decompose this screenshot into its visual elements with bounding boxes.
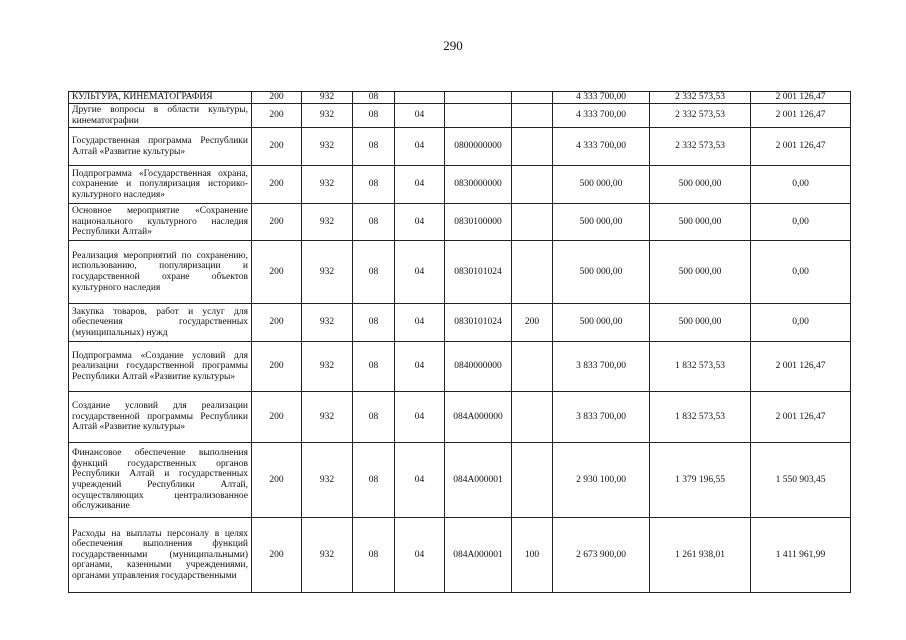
cell-sum-2: 500 000,00 — [650, 304, 751, 342]
cell-sum-2: 2 332 573,53 — [650, 92, 751, 104]
cell-vedomstvo: 200 — [252, 92, 302, 104]
cell-podrazdel: 04 — [395, 241, 445, 304]
cell-sum-1: 2 673 900,00 — [553, 518, 650, 593]
cell-sum-1: 500 000,00 — [553, 166, 650, 204]
row-name: Основное мероприятие «Сохранение национального культурного наследия Республики Алтай» — [69, 204, 252, 241]
cell-sum-1: 500 000,00 — [553, 204, 650, 241]
cell-sum-2: 500 000,00 — [650, 166, 751, 204]
cell-admin: 932 — [302, 443, 353, 518]
cell-admin: 932 — [302, 518, 353, 593]
cell-tselevaya-statya: 0830101024 — [445, 241, 512, 304]
cell-vedomstvo: 200 — [252, 392, 302, 443]
cell-sum-3: 1 411 961,99 — [751, 518, 851, 593]
cell-podrazdel: 04 — [395, 204, 445, 241]
cell-admin: 932 — [302, 92, 353, 104]
cell-sum-2: 500 000,00 — [650, 241, 751, 304]
cell-sum-1: 500 000,00 — [553, 304, 650, 342]
cell-podrazdel: 04 — [395, 342, 445, 392]
row-name: Расходы на выплаты персоналу в целях обеспечения выполнения функций государственными (муниципальными) органами, казенными учреждениями, органами управления государственными — [69, 518, 252, 593]
row-name: КУЛЬТУРА, КИНЕМАТОГРАФИЯ — [69, 92, 252, 104]
table-row — [69, 392, 851, 443]
cell-admin: 932 — [302, 342, 353, 392]
cell-tselevaya-statya: 0840000000 — [445, 342, 512, 392]
table-row — [69, 304, 851, 342]
cell-podrazdel: 04 — [395, 518, 445, 593]
cell-podrazdel: 04 — [395, 392, 445, 443]
cell-sum-3: 0,00 — [751, 304, 851, 342]
cell-sum-2: 1 261 938,01 — [650, 518, 751, 593]
cell-podrazdel: 04 — [395, 443, 445, 518]
cell-razdel: 08 — [353, 342, 395, 392]
cell-sum-3: 2 001 126,47 — [751, 128, 851, 166]
cell-sum-2: 2 332 573,53 — [650, 104, 751, 128]
cell-tselevaya-statya — [445, 104, 512, 128]
cell-sum-1: 4 333 700,00 — [553, 128, 650, 166]
cell-vid-rashodov — [512, 166, 553, 204]
cell-vedomstvo: 200 — [252, 166, 302, 204]
table-row — [69, 128, 851, 166]
cell-sum-2: 1 379 196,55 — [650, 443, 751, 518]
cell-sum-2: 2 332 573,53 — [650, 128, 751, 166]
cell-sum-3: 2 001 126,47 — [751, 342, 851, 392]
table-row — [69, 443, 851, 518]
cell-vedomstvo: 200 — [252, 342, 302, 392]
cell-podrazdel: 04 — [395, 304, 445, 342]
cell-razdel: 08 — [353, 518, 395, 593]
row-name: Другие вопросы в области культуры, кинематографии — [69, 104, 252, 128]
cell-razdel: 08 — [353, 304, 395, 342]
cell-tselevaya-statya — [445, 92, 512, 104]
cell-admin: 932 — [302, 204, 353, 241]
cell-tselevaya-statya: 0800000000 — [445, 128, 512, 166]
page-number: 290 — [443, 38, 463, 53]
cell-sum-1: 4 333 700,00 — [553, 92, 650, 104]
cell-razdel: 08 — [353, 104, 395, 128]
cell-razdel: 08 — [353, 392, 395, 443]
cell-podrazdel: 04 — [395, 166, 445, 204]
cell-admin: 932 — [302, 241, 353, 304]
row-name: Создание условий для реализации государственной программы Республики Алтай «Развитие культуры» — [69, 392, 252, 443]
cell-vid-rashodov — [512, 443, 553, 518]
cell-sum-2: 1 832 573,53 — [650, 392, 751, 443]
cell-vid-rashodov — [512, 241, 553, 304]
table-row — [69, 166, 851, 204]
cell-admin: 932 — [302, 392, 353, 443]
row-name: Подпрограмма «Создание условий для реализации государственной программы Республики Алтай «Развитие культуры» — [69, 342, 252, 392]
cell-sum-1: 3 833 700,00 — [553, 392, 650, 443]
table-row — [69, 204, 851, 241]
cell-tselevaya-statya: 084А000001 — [445, 518, 512, 593]
cell-tselevaya-statya: 084А000001 — [445, 443, 512, 518]
cell-vedomstvo: 200 — [252, 241, 302, 304]
row-name: Реализация мероприятий по сохранению, использованию, популяризации и государственной охране объектов культурного наследия — [69, 241, 252, 304]
table-row — [69, 342, 851, 392]
cell-sum-2: 500 000,00 — [650, 204, 751, 241]
cell-podrazdel: 04 — [395, 128, 445, 166]
cell-tselevaya-statya: 0830100000 — [445, 204, 512, 241]
cell-podrazdel: 04 — [395, 104, 445, 128]
cell-tselevaya-statya: 0830000000 — [445, 166, 512, 204]
cell-vedomstvo: 200 — [252, 304, 302, 342]
cell-vedomstvo: 200 — [252, 518, 302, 593]
row-name: Государственная программа Республики Алтай «Развитие культуры» — [69, 128, 252, 166]
cell-admin: 932 — [302, 128, 353, 166]
cell-sum-2: 1 832 573,53 — [650, 342, 751, 392]
cell-vedomstvo: 200 — [252, 443, 302, 518]
cell-sum-3: 2 001 126,47 — [751, 92, 851, 104]
cell-vid-rashodov: 200 — [512, 304, 553, 342]
cell-vid-rashodov — [512, 104, 553, 128]
cell-tselevaya-statya: 0830101024 — [445, 304, 512, 342]
table-row — [69, 92, 851, 104]
cell-vid-rashodov — [512, 128, 553, 166]
cell-admin: 932 — [302, 104, 353, 128]
cell-vid-rashodov — [512, 204, 553, 241]
budget-table — [68, 91, 851, 593]
cell-sum-1: 2 930 100,00 — [553, 443, 650, 518]
cell-podrazdel — [395, 92, 445, 104]
row-name: Подпрограмма «Государственная охрана, сохранение и популяризация историко-культурного наследия» — [69, 166, 252, 204]
table-row — [69, 518, 851, 593]
cell-tselevaya-statya: 084А000000 — [445, 392, 512, 443]
cell-admin: 932 — [302, 304, 353, 342]
cell-sum-3: 0,00 — [751, 241, 851, 304]
cell-razdel: 08 — [353, 166, 395, 204]
cell-sum-1: 500 000,00 — [553, 241, 650, 304]
cell-razdel: 08 — [353, 128, 395, 166]
cell-vedomstvo: 200 — [252, 128, 302, 166]
table-row — [69, 104, 851, 128]
cell-sum-3: 2 001 126,47 — [751, 392, 851, 443]
cell-vid-rashodov — [512, 92, 553, 104]
cell-razdel: 08 — [353, 443, 395, 518]
cell-sum-1: 4 333 700,00 — [553, 104, 650, 128]
row-name: Финансовое обеспечение выполнения функций государственных органов Республики Алтай и государственных учреждений Республики Алтай, осуществляющих централизованное обслуживание — [69, 443, 252, 518]
cell-razdel: 08 — [353, 204, 395, 241]
cell-vedomstvo: 200 — [252, 104, 302, 128]
cell-vid-rashodov — [512, 392, 553, 443]
cell-sum-3: 0,00 — [751, 166, 851, 204]
cell-vid-rashodov — [512, 342, 553, 392]
table-row — [69, 241, 851, 304]
cell-vedomstvo: 200 — [252, 204, 302, 241]
cell-sum-1: 3 833 700,00 — [553, 342, 650, 392]
cell-sum-3: 1 550 903,45 — [751, 443, 851, 518]
cell-sum-3: 2 001 126,47 — [751, 104, 851, 128]
cell-vid-rashodov: 100 — [512, 518, 553, 593]
cell-razdel: 08 — [353, 241, 395, 304]
cell-admin: 932 — [302, 166, 353, 204]
cell-sum-3: 0,00 — [751, 204, 851, 241]
cell-razdel: 08 — [353, 92, 395, 104]
row-name: Закупка товаров, работ и услуг для обеспечения государственных (муниципальных) нужд — [69, 304, 252, 342]
